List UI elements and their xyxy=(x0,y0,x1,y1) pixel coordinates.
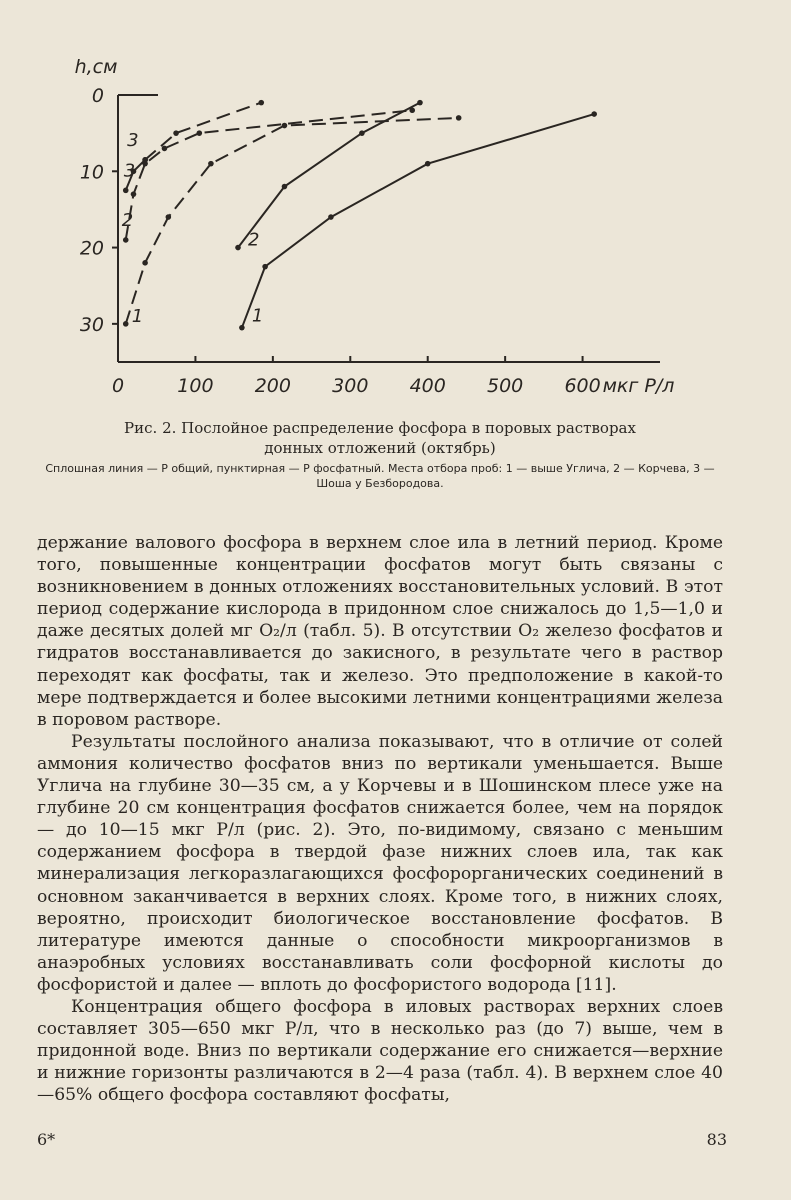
x-tick-label: 300 xyxy=(332,375,369,397)
series-dashed-3-point xyxy=(142,157,148,163)
series-solid-1-line xyxy=(242,114,594,328)
series-dashed-1-point xyxy=(282,123,288,129)
curve-label-solid-1: 1 xyxy=(251,305,264,327)
series-dashed-1-point xyxy=(166,214,172,220)
x-tick-label: 500 xyxy=(487,375,524,397)
series-dashed-1-point xyxy=(123,321,129,327)
series-dashed-2-point xyxy=(123,237,129,243)
series-dashed-1-point xyxy=(142,260,148,266)
y-tick-label: 20 xyxy=(79,237,104,260)
series-solid-2-point xyxy=(359,130,365,136)
series-dashed-1-point xyxy=(456,115,462,121)
figure-caption xyxy=(35,418,725,491)
x-tick-label: 200 xyxy=(254,375,291,397)
series-solid-1-point xyxy=(239,325,245,331)
curve-label-dashed-2: 2 xyxy=(121,209,134,231)
series-dashed-2-point xyxy=(162,146,168,152)
series-solid-2-point xyxy=(235,245,241,251)
caption-title: Рис. 2. Послойное распределение фосфора в поровых растворах донных отложений (октябрь) xyxy=(124,419,636,457)
x-tick-label: 0 xyxy=(111,375,125,397)
series-dashed-2-point xyxy=(131,191,137,197)
series-solid-2-point xyxy=(282,184,288,190)
curve-label-solid-2: 2 xyxy=(248,229,260,251)
paragraph-1: держание валового фосфора в верхнем слое ила в летний период. Кроме того, повышенные концентрации фосфатов могут быть связаны с возникновением в донных отложениях восстановительных условий. В этот период содержание кислорода в придонном слое снижалось до 1,5—1,0 и даже десятых долей мг О₂/л (табл. 5). В отсутствии О₂ железо фосфатов и гидратов восстанавливается до закисного, в результате чего в раствор переходят как фосфаты, так и железо. Это предположение в какой-то мере подтверждается и более высокими летними концентрациями железа в поровом растворе. xyxy=(37,533,723,730)
series-dashed-2-point xyxy=(409,107,415,113)
page-number: 83 xyxy=(706,1130,727,1149)
curve-label-dashed-1: 1 xyxy=(131,305,144,327)
curve-label-dashed-3: 3 xyxy=(127,129,139,151)
phosphorus-profile-chart xyxy=(60,40,720,400)
series-dashed-3-point xyxy=(258,100,264,106)
series-dashed-1-point xyxy=(208,161,214,167)
body-text xyxy=(37,532,723,1106)
x-tick-label: 100 xyxy=(177,375,214,397)
series-solid-1-point xyxy=(262,264,268,270)
series-solid-1-point xyxy=(328,214,334,220)
series-dashed-3-line xyxy=(145,103,261,160)
curve-label-solid-3: 3 xyxy=(123,160,136,182)
series-dashed-3-point xyxy=(173,130,179,136)
chart-svg xyxy=(60,40,720,400)
y-axis-label: h,см xyxy=(74,56,118,78)
series-solid-1-point xyxy=(425,161,431,167)
x-axis-label: мкг Р/л xyxy=(602,375,675,397)
paragraph-3: Концентрация общего фосфора в иловых растворах верхних слоев составляет 305—650 мкг Р/л, что в несколько раз (до 7) выше, чем в придонной воде. Вниз по вертикали содержание его снижается—верхние и нижние горизонты различаются в 2—4 раза (табл. 4). В верхнем слое 40—65% общего фосфора составляют фосфаты, xyxy=(37,996,723,1106)
series-solid-2-line xyxy=(238,103,420,248)
series-solid-2-point xyxy=(417,100,423,106)
y-tick-label: 10 xyxy=(79,161,104,184)
caption-note: Сплошная линия — Р общий, пунктирная — Р фосфатный. Места отбора проб: 1 — выше Углича, 2 — Корчева, 3 — Шоша у Безбородова. xyxy=(45,462,715,490)
y-tick-label: 0 xyxy=(91,85,104,107)
series-solid-1-point xyxy=(591,111,597,117)
x-tick-label: 400 xyxy=(409,375,446,397)
x-tick-label: 600 xyxy=(564,375,601,397)
signature-mark: 6* xyxy=(37,1130,56,1149)
series-dashed-2-point xyxy=(197,130,203,136)
series-dashed-1-line xyxy=(123,118,459,324)
paragraph-2: Результаты послойного анализа показывают, что в отличие от солей аммония количество фосфатов вниз по вертикали уменьшается. Выше Углича на глубине 30—35 см, а у Корчевы и в Шошинском плесе уже на глубине 20 см концентрация фосфатов снижается более, чем на порядок — до 10—15 мкг Р/л (рис. 2). Это, по-видимому, связано с меньшим содержанием фосфора в твердой фазе нижних слоев ила, так как минерализация легкоразлагающихся фосфорорганических соединений в основном заканчивается в верхних слоях. Кроме того, в нижних слоях, вероятно, происходит биологическое восстановление фосфатов. В литературе имеются данные о способности микроорганизмов в анаэробных условиях восстанавливать соли фосфорной кислоты до фосфористой и далее — вплоть до фосфористого водорода [11]. xyxy=(37,731,723,995)
series-solid-3-point xyxy=(123,188,129,194)
y-tick-label: 30 xyxy=(79,313,104,336)
